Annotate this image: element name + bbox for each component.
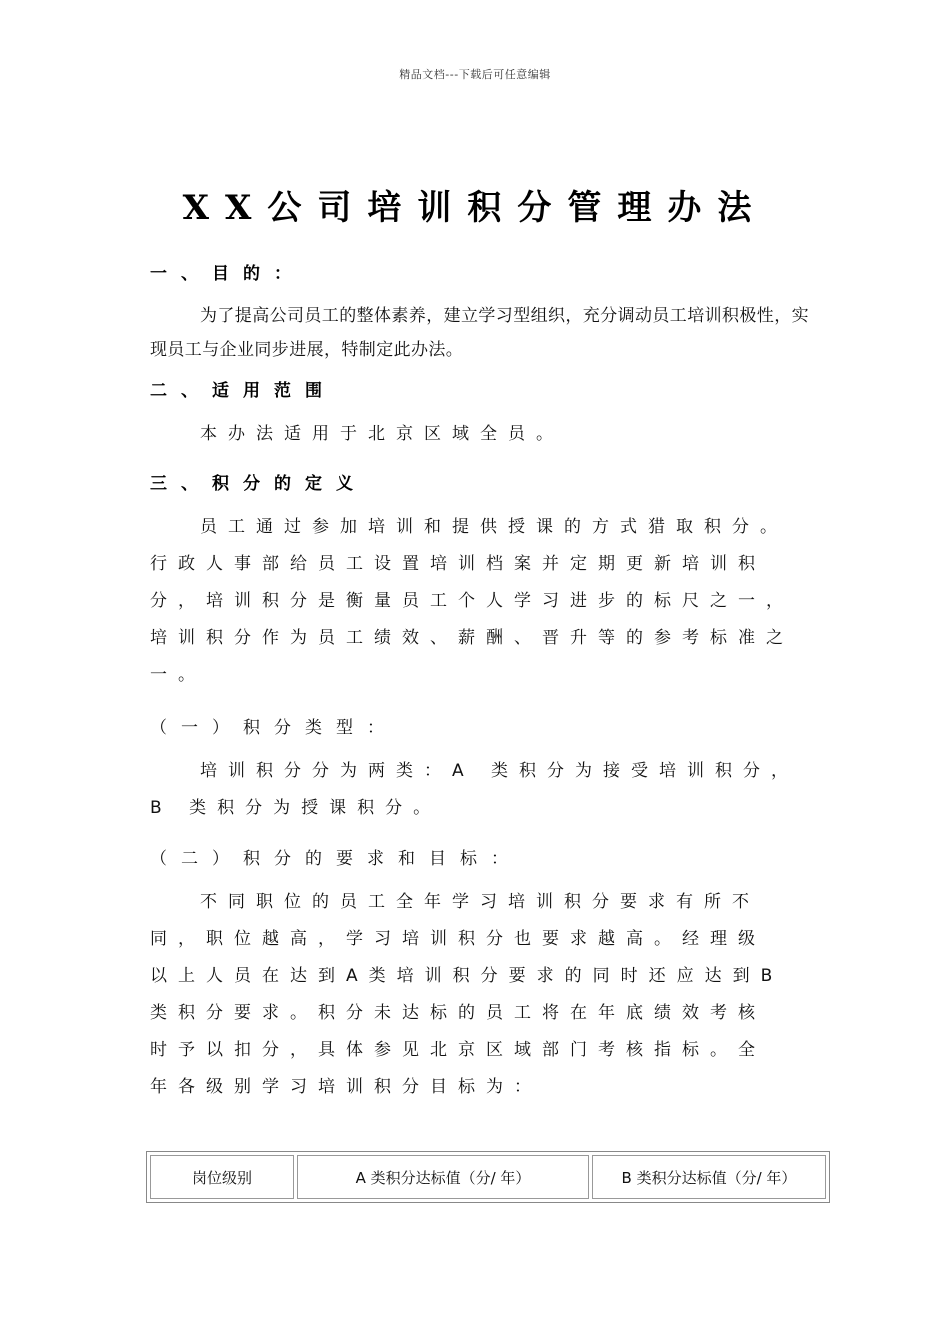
section-2-text: 本办法适用于北京区域全员。 — [200, 424, 564, 444]
table-header-cell: 岗位级别 — [150, 1155, 294, 1199]
table-header-row — [150, 1155, 826, 1199]
table-header-cell: B 类积分达标值（分/ 年） — [592, 1155, 826, 1199]
subsection-2-heading: （二）积分的要求和目标： — [150, 849, 522, 869]
section-3-text: 员工通过参加培训和提供授课的方式猎取积分。行政人事部给员工设置培训档案并定期更新培训积分，培训积分是衡量员工个人学习进步的标尺之一，培训积分作为员工绩效、薪酬、晋升等的参考标准之一。 — [150, 517, 794, 685]
points-target-table — [146, 1151, 830, 1203]
section-3-heading: 三、积分的定义 — [150, 474, 367, 494]
page-header: 精品文档---下载后可任意编辑 — [399, 68, 551, 81]
section-2-heading: 二、适用范围 — [150, 381, 336, 401]
section-1-text: 为了提高公司员工的整体素养，建立学习型组织，充分调动员工培训积极性，实现员工与企业同步进展，特制定此办法。 — [150, 306, 809, 360]
table-header-cell: A 类积分达标值（分/ 年） — [297, 1155, 589, 1199]
document-title: XX公司培训积分管理办法 — [182, 188, 768, 228]
section-1-heading: 一、目的： — [150, 264, 305, 284]
subsection-2-text: 不同职位的员工全年学习培训积分要求有所不同，职位越高，学习培训积分也要求越高。经理级以上人员在达到A类培训积分要求的同时还应达到B类积分要求。积分未达标的员工将在年底绩效考核时予以扣分，具体参见北京区域部门考核指标。全年各级别学习培训积分目标为： — [150, 892, 784, 1097]
subsection-1-text: 培训积分分为两类：A 类积分为接受培训积分，B 类积分为授课积分。 — [150, 761, 800, 818]
subsection-1-heading: （一）积分类型： — [150, 718, 398, 738]
